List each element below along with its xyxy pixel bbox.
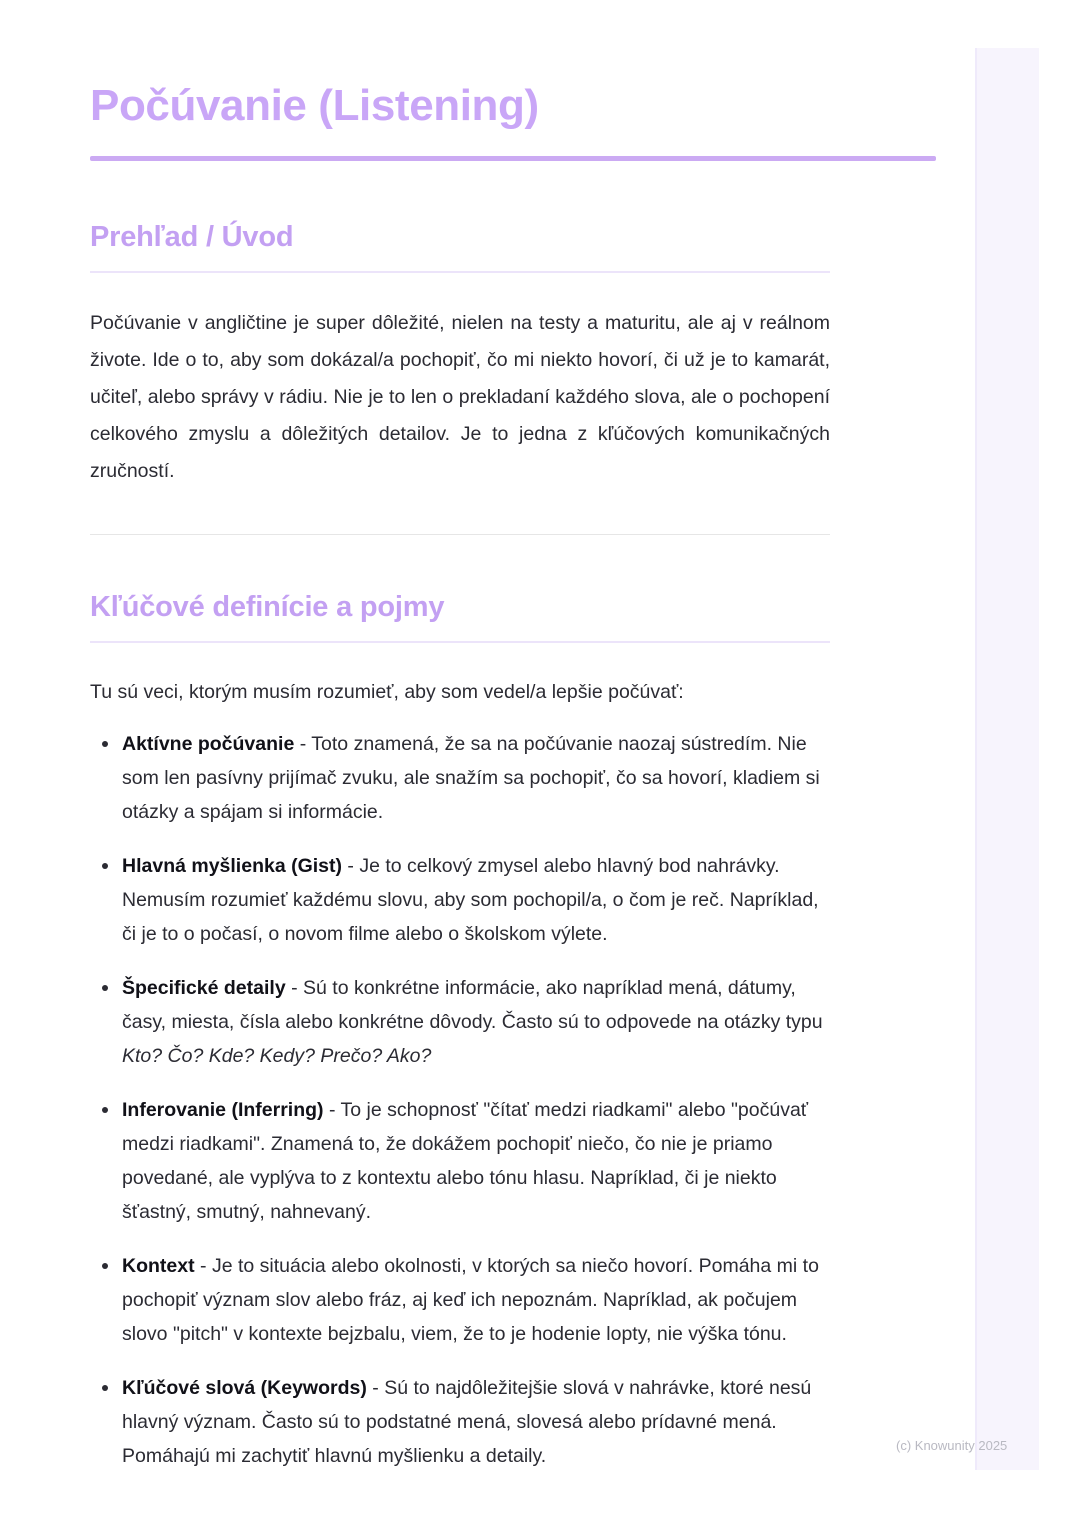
- spacer: [90, 273, 936, 305]
- definition-description: To je schopnosť "čítať medzi riadkami" alebo "počúvať medzi riadkami". Znamená to, že dokážem pochopiť niečo, čo nie je priamo povedané, ale vyplýva to z kontextu alebo tónu hlasu. Napríklad, či je niekto šťastný, smutný, nahnevaný.: [122, 1099, 809, 1223]
- spacer: [90, 643, 936, 675]
- term-separator: -: [366, 1377, 385, 1399]
- overview-paragraph: Počúvanie v angličtine je super dôležité, nielen na testy a maturitu, ale aj v reálnom živote. Ide o to, aby som dokázal/a pochopiť, čo mi niekto hovorí, či už je to kamarát, učiteľ, alebo správy v rádiu. Nie je to len o prekladaní každého slova, ale o pochopení celkového zmyslu a dôležitých detailov. Je to jedna z kľúčových komunikačných zručností.: [90, 312, 830, 482]
- list-item: [90, 1249, 836, 1351]
- document-content: [90, 78, 936, 1473]
- list-item: [90, 1093, 836, 1229]
- list-item: [90, 971, 836, 1073]
- spacer: [90, 535, 936, 587]
- term-separator: -: [285, 977, 304, 999]
- bullet-dot-icon: [102, 1263, 108, 1269]
- page-title: Počúvanie (Listening): [90, 81, 539, 130]
- term-separator: -: [294, 733, 312, 755]
- list-item: [90, 849, 836, 951]
- right-margin-strip: [975, 48, 1039, 1470]
- definition-example-italic: Kto? Čo? Kde? Kedy? Prečo? Ako?: [122, 1045, 432, 1067]
- section-heading-overview: Prehľad / Úvod: [90, 221, 294, 253]
- definition-list: [90, 727, 836, 1473]
- definition-description: Toto znamená, že sa na počúvanie naozaj sústredím. Nie som len pasívny prijímač zvuku, ale snažím sa pochopiť, čo sa hovorí, kladiem si otázky a spájam si informácie.: [122, 733, 820, 823]
- term-separator: -: [342, 855, 360, 877]
- bullet-dot-icon: [102, 985, 108, 991]
- term-separator: -: [323, 1099, 341, 1121]
- section-heading-definitions: Kľúčové definície a pojmy: [90, 591, 445, 623]
- definition-term: Kľúčové slová (Keywords): [122, 1377, 367, 1399]
- definition-description: Sú to najdôležitejšie slová v nahrávke, ktoré nesú hlavný význam. Často sú to podstatné mená, slovesá alebo prídavné mená. Pomáhajú mi zachytiť hlavnú myšlienku a detaily.: [122, 1377, 812, 1467]
- definition-term: Kontext: [122, 1255, 195, 1277]
- bullet-dot-icon: [102, 1107, 108, 1113]
- definition-description: Je to celkový zmysel alebo hlavný bod nahrávky. Nemusím rozumieť každému slovu, aby som pochopil/a, o čom je reč. Napríklad, či je to o počasí, o novom filme alebo o školskom výlete.: [122, 855, 819, 945]
- copyright-watermark: (c) Knowunity 2025: [896, 1438, 1008, 1453]
- list-item: [90, 1371, 836, 1473]
- term-separator: -: [194, 1255, 212, 1277]
- bullet-dot-icon: [102, 1385, 108, 1391]
- definition-description: Sú to konkrétne informácie, ako napríklad mená, dátumy, časy, miesta, čísla alebo konkrétne dôvody. Často sú to odpovede na otázky typu: [122, 977, 823, 1033]
- bullet-dot-icon: [102, 863, 108, 869]
- definition-term: Inferovanie (Inferring): [122, 1099, 324, 1121]
- definition-term: Špecifické detaily: [122, 977, 286, 999]
- definition-term: Hlavná myšlienka (Gist): [122, 855, 343, 877]
- definition-term: Aktívne počúvanie: [122, 733, 295, 755]
- definitions-lead-in: Tu sú veci, ktorým musím rozumieť, aby som vedel/a lepšie počúvať:: [90, 681, 684, 703]
- definition-description: Je to situácia alebo okolnosti, v ktorých sa niečo hovorí. Pomáha mi to pochopiť význam slov alebo fráz, aj keď ich nepoznám. Napríklad, ak počujem slovo "pitch" v kontexte bejzbalu, viem, že to je hodenie lopty, nie výška tónu.: [122, 1255, 819, 1345]
- list-item: [90, 727, 836, 829]
- spacer: [90, 161, 936, 217]
- bullet-dot-icon: [102, 741, 108, 747]
